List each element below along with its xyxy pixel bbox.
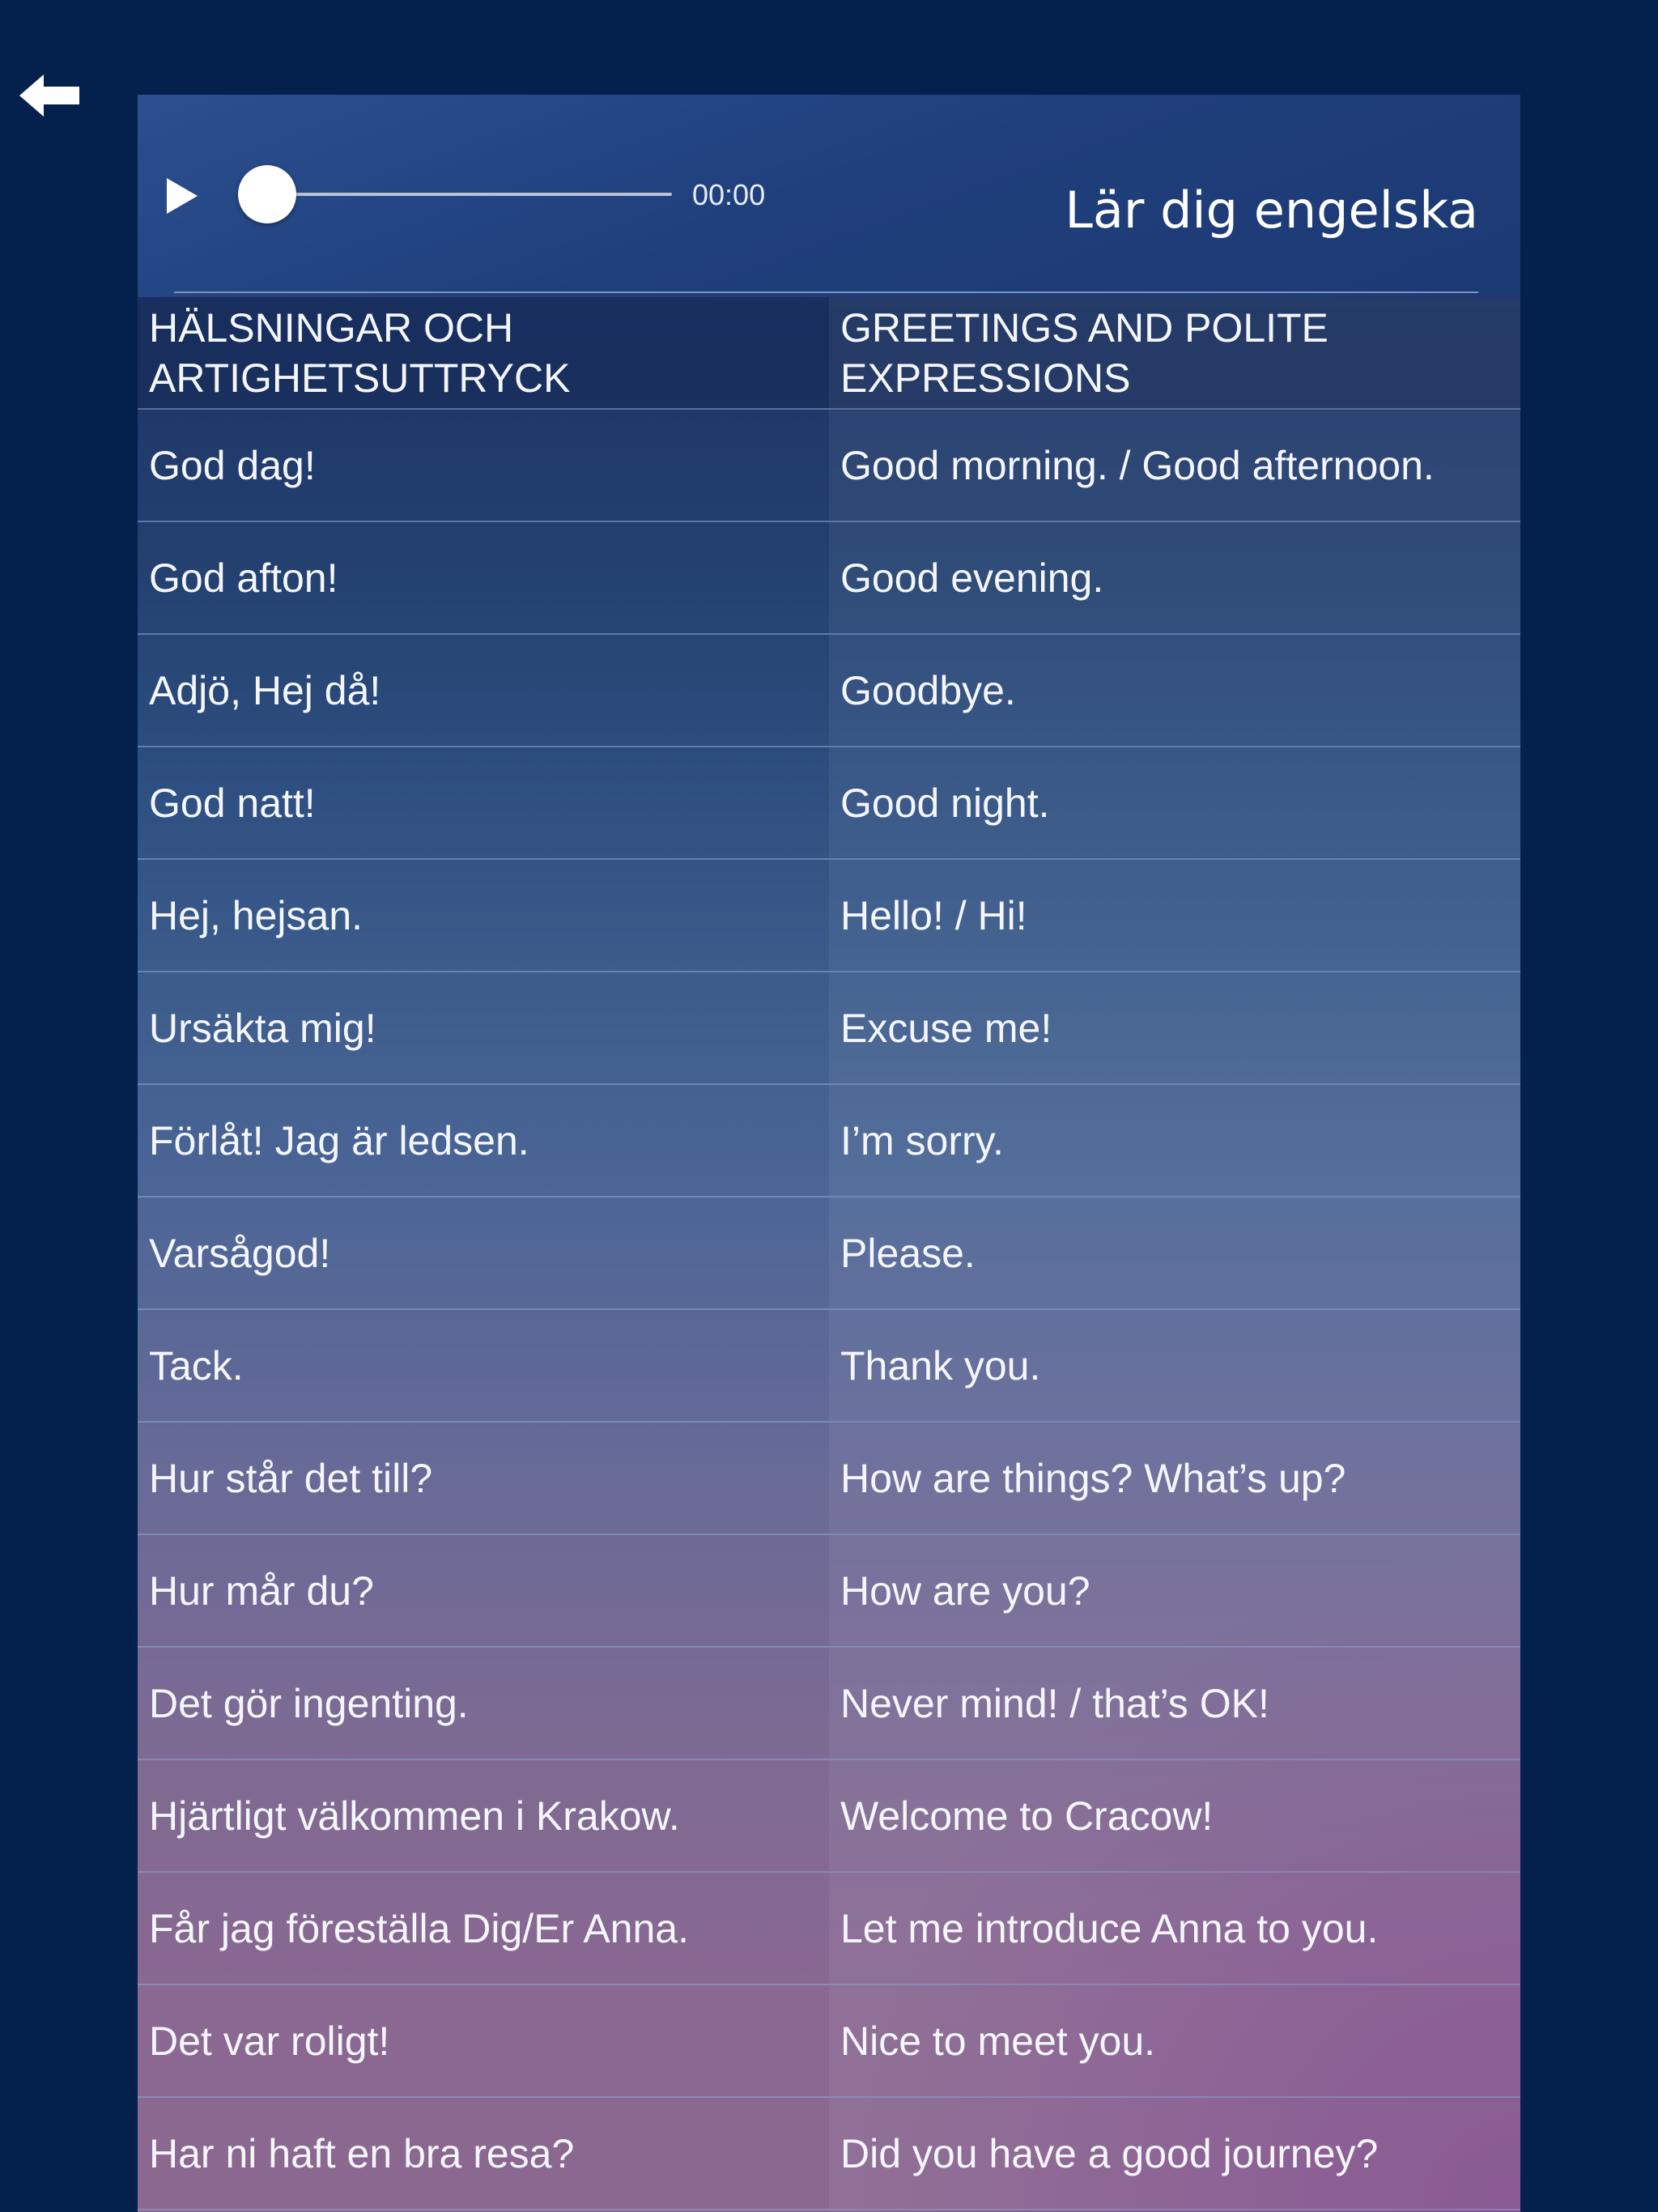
phrase-english[interactable]: Good evening. [829,522,1520,633]
table-row[interactable] [138,1985,1520,2098]
phrase-swedish[interactable]: Ursäkta mig! [149,1005,376,1051]
play-button[interactable] [162,176,202,216]
table-header [138,297,1520,410]
progress-slider[interactable] [267,193,672,196]
phrase-english[interactable]: Good morning. / Good afternoon. [829,410,1520,521]
phrase-swedish[interactable]: Det gör ingenting. [149,1680,469,1726]
phrase-swedish[interactable]: God dag! [149,442,316,488]
phrase-english[interactable]: Thank you. [829,1310,1520,1421]
audio-player [138,95,1520,297]
phrase-english[interactable]: Hello! / Hi! [829,860,1520,971]
phrase-english[interactable]: Please. [829,1197,1520,1308]
phrase-swedish[interactable]: Hej, hejsan. [149,892,363,938]
divider [174,291,1478,293]
phrase-swedish[interactable]: God afton! [149,555,338,601]
phrase-swedish[interactable]: Har ni haft en bra resa? [149,2130,575,2176]
phrase-swedish[interactable]: Varsågod! [149,1230,331,1276]
phrase-swedish[interactable]: Det var roligt! [149,2018,390,2064]
phrase-panel [138,95,1520,2212]
arrow-left-icon [18,71,83,120]
phrase-table [138,297,1520,2210]
phrase-english[interactable]: Let me introduce Anna to you. [829,1873,1520,1984]
table-row[interactable] [138,860,1520,972]
phrase-english[interactable]: Good night. [829,747,1520,858]
phrase-swedish[interactable]: Hur står det till? [149,1455,433,1501]
phrase-english[interactable]: Did you have a good journey? [829,2098,1520,2209]
table-row[interactable] [138,1535,1520,1648]
phrase-swedish[interactable]: Adjö, Hej då! [149,667,381,713]
phrase-swedish[interactable]: God natt! [149,780,316,826]
table-row[interactable] [138,2098,1520,2210]
table-row[interactable] [138,1085,1520,1197]
phrase-swedish[interactable]: Får jag föreställa Dig/Er Anna. [149,1905,689,1951]
table-row[interactable] [138,1873,1520,1985]
table-row[interactable] [138,1197,1520,1310]
table-row[interactable] [138,522,1520,635]
header-swedish: HÄLSNINGAR OCH ARTIGHETSUTTRYCK [149,304,571,401]
table-row[interactable] [138,1760,1520,1873]
header-english: GREETINGS AND POLITE EXPRESSIONS [829,297,1520,408]
phrase-english[interactable]: Nice to meet you. [829,1985,1520,2096]
phrase-english[interactable]: Excuse me! [829,972,1520,1083]
phrase-english[interactable]: How are things? What’s up? [829,1423,1520,1534]
table-row[interactable] [138,747,1520,860]
table-row[interactable] [138,1310,1520,1423]
phrase-english[interactable]: Goodbye. [829,635,1520,746]
table-row[interactable] [138,410,1520,522]
table-row[interactable] [138,972,1520,1085]
table-row[interactable] [138,1648,1520,1760]
table-row[interactable] [138,1423,1520,1535]
playback-time: 00:00 [692,178,766,211]
phrase-swedish[interactable]: Förlåt! Jag är ledsen. [149,1117,529,1163]
table-row[interactable] [138,635,1520,747]
phrase-swedish[interactable]: Hjärtligt välkommen i Krakow. [149,1793,680,1839]
phrase-english[interactable]: I’m sorry. [829,1085,1520,1196]
phrase-swedish[interactable]: Hur mår du? [149,1568,374,1614]
progress-knob[interactable] [238,165,296,223]
phrase-english[interactable]: Never mind! / that’s OK! [829,1648,1520,1759]
play-icon [162,176,202,216]
back-button[interactable] [18,71,83,120]
page-title: Lär dig engelska [1065,181,1478,240]
phrase-english[interactable]: How are you? [829,1535,1520,1646]
phrase-english[interactable]: Welcome to Cracow! [829,1760,1520,1871]
phrase-swedish[interactable]: Tack. [149,1342,244,1389]
